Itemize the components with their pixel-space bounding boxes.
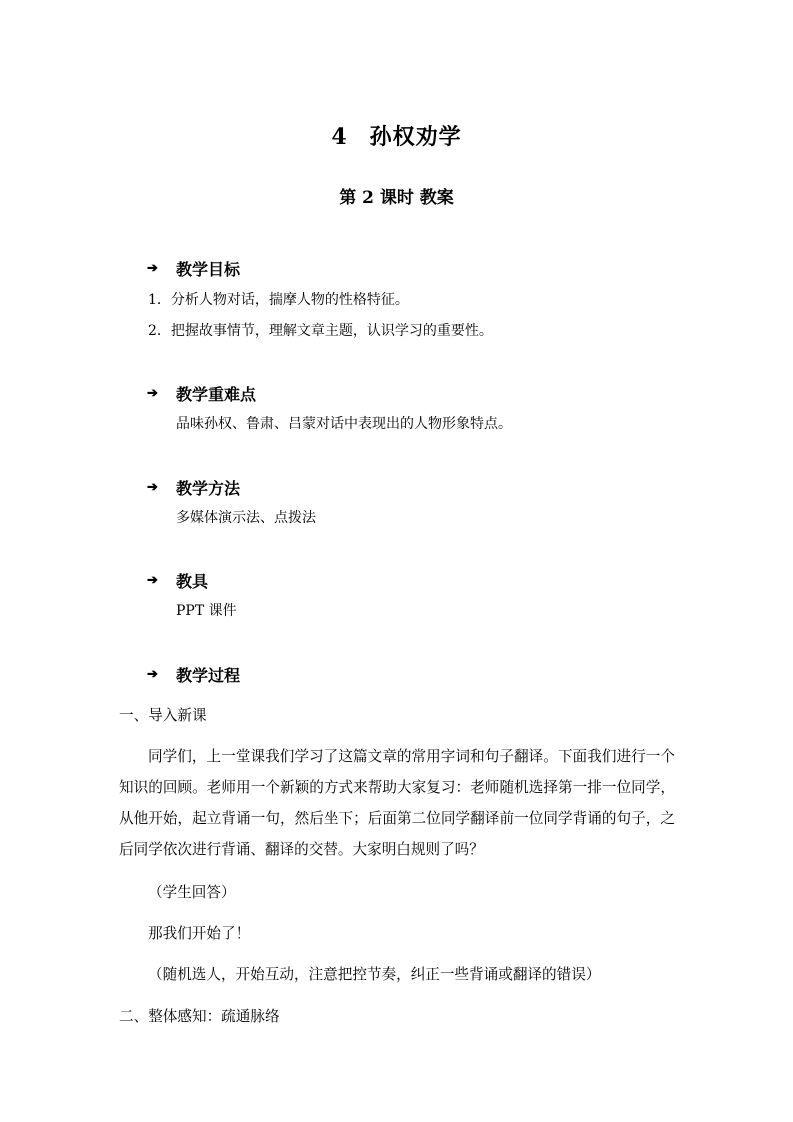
arrow-bullet-icon: ➔ xyxy=(147,667,158,682)
student-answer-line: （学生回答） xyxy=(148,884,236,901)
start-line: 那我们开始了！ xyxy=(148,925,251,942)
arrow-bullet-icon: ➔ xyxy=(147,480,158,495)
key-points-text: 品味孙权、鲁肃、吕蒙对话中表现出的人物形象特点。 xyxy=(176,416,512,432)
section-heading-objectives xyxy=(147,257,240,280)
methods-text: 多媒体演示法、点拨法 xyxy=(176,510,316,526)
title-number: 4 xyxy=(331,124,348,150)
section-heading-text: 教具 xyxy=(176,572,209,591)
process-part2-heading: 二、整体感知：疏通脉络 xyxy=(119,1008,280,1025)
objective-item-2: 2．把握故事情节，理解文章主题，认识学习的重要性。 xyxy=(148,323,493,339)
title-text: 孙权劝学 xyxy=(369,124,462,150)
document-title xyxy=(0,120,793,151)
section-heading-text: 教学过程 xyxy=(176,666,241,685)
section-heading-key-points xyxy=(147,382,256,405)
arrow-bullet-icon: ➔ xyxy=(147,261,158,276)
objective-item-1: 1．分析人物对话，揣摩人物的性格特征。 xyxy=(148,292,409,308)
section-heading-methods xyxy=(147,476,240,499)
section-heading-text: 教学重难点 xyxy=(176,385,257,404)
document-subtitle: 第 2 课时 教案 xyxy=(339,188,454,208)
arrow-bullet-icon: ➔ xyxy=(147,386,158,401)
tools-text: PPT 课件 xyxy=(176,603,237,619)
section-heading-text: 教学目标 xyxy=(176,260,241,279)
note-line: （随机选人，开始互动，注意把控节奏，纠正一些背诵或翻译的错误） xyxy=(148,966,601,983)
section-heading-process xyxy=(147,663,240,686)
process-part1-heading: 一、导入新课 xyxy=(119,707,207,724)
arrow-bullet-icon: ➔ xyxy=(147,573,158,588)
section-heading-text: 教学方法 xyxy=(176,479,241,498)
section-heading-tools xyxy=(147,569,208,592)
process-part1-paragraph: 同学们，上一堂课我们学习了这篇文章的常用字词和句子翻译。下面我们进行一个知识的回顾。老师用一个新颖的方式来帮助大家复习：老师随机选择第一排一位同学，从他开始，起立背诵一句，然后坐下；后面第二位同学翻译前一位同学背诵的句子，之后同学依次进行背诵、翻译的交替。大家明白规则了吗？ xyxy=(119,748,675,858)
